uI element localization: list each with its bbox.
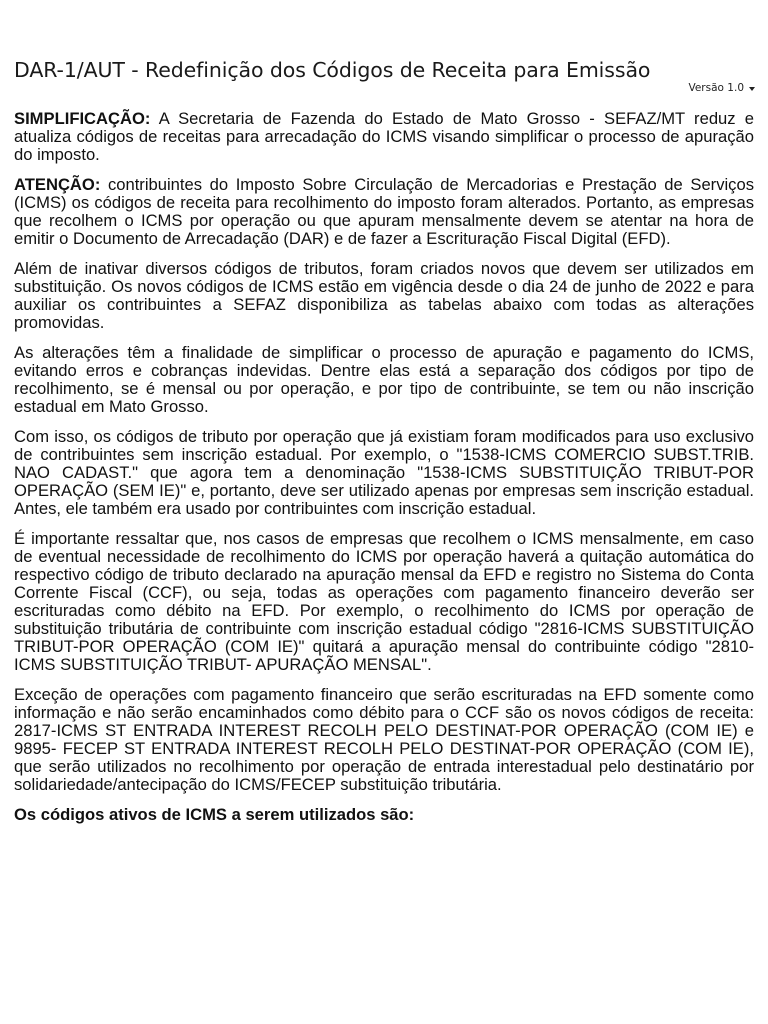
paragraph-alteracoes [14, 344, 754, 416]
paragraph-excecao [14, 686, 754, 794]
paragraph-lead: ATENÇÃO: [14, 175, 101, 194]
paragraph-lead: SIMPLIFICAÇÃO: [14, 109, 151, 128]
caret-down-icon [749, 87, 755, 91]
document-body [14, 110, 754, 836]
paragraph-atencao [14, 176, 754, 248]
version-label: Versão 1.0 [688, 82, 744, 94]
paragraph-text: contribuintes do Imposto Sobre Circulação de Mercadorias e Prestação de Serviços (ICMS) os códigos de receita para recolhimento do imposto foram alterados. Portanto, as empresas que recolhem o ICMS por operação ou que apuram mensalmente devem se atentar na hora de emitir o Documento de Arrecadação (DAR) e de fazer a Escrituração Fiscal Digital (EFD). [14, 175, 754, 248]
paragraph-text: As alterações têm a finalidade de simplificar o processo de apuração e pagamento do ICMS, evitando erros e cobranças indevidas. Dentre elas está a separação dos códigos por tipo de recolhimento, se é mensal ou por operação, e por tipo de contribuinte, se tem ou não inscrição estadual em Mato Grosso. [14, 343, 754, 416]
paragraph-inativar [14, 260, 754, 332]
paragraph-com-isso [14, 428, 754, 518]
paragraph-text: É importante ressaltar que, nos casos de empresas que recolhem o ICMS mensalmente, em caso de eventual necessidade de recolhimento do ICMS por operação haverá a quitação automática do respectivo código de tributo declarado na apuração mensal da EFD e registro no Sistema do Conta Corrente Fiscal (CCF), ou seja, todas as operações com pagamento financeiro deverão ser escrituradas como débito na EFD. Por exemplo, o recolhimento do ICMS por operação de substituição tributária de contribuinte com inscrição estadual código "2816-ICMS SUBSTITUIÇÃO TRIBUT-POR OPERAÇÃO (COM IE)" quitará a apuração mensal do contribuinte código "2810-ICMS SUBSTITUIÇÃO TRIBUT- APURAÇÃO MENSAL". [14, 529, 754, 674]
version-selector[interactable] [688, 82, 755, 94]
paragraph-importante [14, 530, 754, 674]
paragraph-text: A Secretaria de Fazenda do Estado de Mato Grosso - SEFAZ/MT reduz e atualiza códigos de receitas para arrecadação do ICMS visando simplificar o processo de apuração do imposto. [14, 109, 754, 164]
paragraph-text: Além de inativar diversos códigos de tributos, foram criados novos que devem ser utilizados em substituição. Os novos códigos de ICMS estão em vigência desde o dia 24 de junho de 2022 e para auxiliar os contribuintes a SEFAZ disponibiliza as tabelas abaixo com todas as alterações promovidas. [14, 259, 754, 332]
paragraph-simplificacao [14, 110, 754, 164]
paragraph-text: Com isso, os códigos de tributo por operação que já existiam foram modificados para uso exclusivo de contribuintes sem inscrição estadual. Por exemplo, o "1538-ICMS COMERCIO SUBST.TRIB. NAO CADAST." que agora tem a denominação "1538-ICMS SUBSTITUIÇÃO TRIBUT-POR OPERAÇÃO (SEM IE)" e, portanto, deve ser utilizado apenas por empresas sem inscrição estadual. Antes, ele também era usado por contribuintes com inscrição estadual. [14, 427, 754, 518]
section-heading: Os códigos ativos de ICMS a serem utilizados são: [14, 805, 415, 824]
paragraph-text: Exceção de operações com pagamento financeiro que serão escrituradas na EFD somente como informação e não serão encaminhados como débito para o CCF são os novos códigos de receita: 2817-ICMS ST ENTRADA INTEREST RECOLH PELO DESTINAT-POR OPERAÇÃO (COM IE) e 9895- FECEP ST ENTRADA INTEREST RECOLH PELO DESTINAT-POR OPERAÇÃO (COM IE), que serão utilizados no recolhimento por operação de entrada interestadual pelo destinatário por solidariedade/antecipação do ICMS/FECEP substituição tributária. [14, 685, 754, 794]
document-title: DAR-1/AUT - Redefinição dos Códigos de Receita para Emissão [14, 58, 651, 82]
